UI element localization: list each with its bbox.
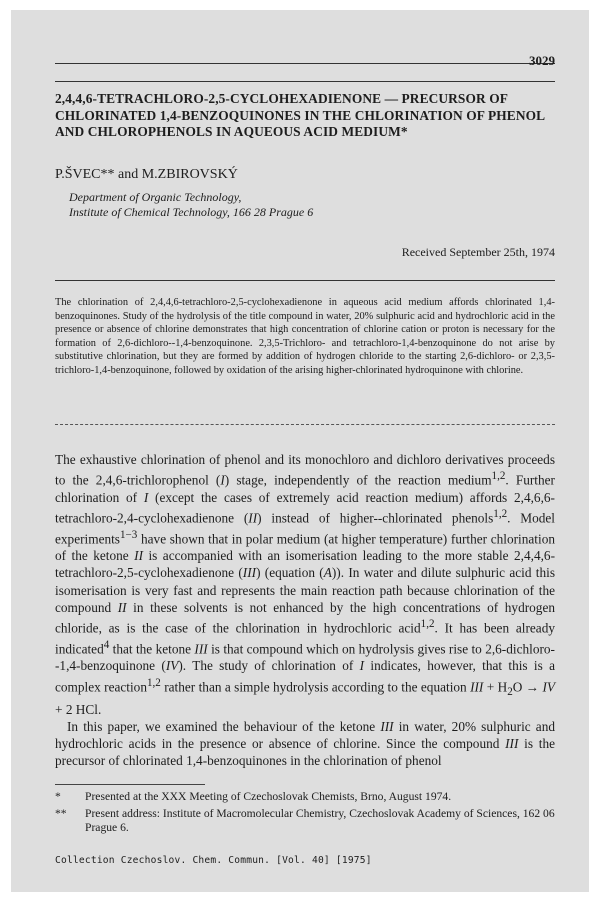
article-title: 2,4,4,6-TETRACHLORO-2,5-CYCLOHEXADIENONE — PRECURSOR OF CHLORINATED 1,4-BENZOQUINONES IN THE CHLORINATION OF PHENOL AND CHLOROPHENOLS IN AQUEOUS ACID MEDIUM* bbox=[55, 91, 545, 139]
affiliation-line-1: Department of Organic Technology, bbox=[69, 190, 242, 204]
header-rule-lower bbox=[55, 81, 555, 82]
received-date: Received September 25th, 1974 bbox=[401, 245, 555, 259]
body-paragraph-2: In this paper, we examined the behaviour of the ketone III in water, 20% sulphuric and hydrochloric acids in the presence or absence of chlorine. Since the compound III is the precursor of chlorinated 1,4-benzoquinones in the chlorination of phenol bbox=[55, 719, 555, 769]
page-number: 3029 bbox=[529, 53, 555, 68]
article-body bbox=[55, 451, 555, 770]
abstract: The chlorination of 2,4,4,6-tetrachloro-2,5-cyclohexadienone in aqueous acid medium affords chlorinated 1,4-benzoquinones. Study of the hydrolysis of the title compound in water, 20% sulphuric acid and hydrochloric acid in the presence or absence of chlorine demonstrates that high concentration of chlorine cation or proton is necessary for the formation of 2,6-dichloro--1,4-benzoquinone. 2,3,5-Trichloro- and tetrachloro-1,4-benzoquinone do not arise by substitutive chlorination, but they are formed by addition of hydrogen chloride to the starting 2,6-dichloro- or 2,3,5-trichloro-1,4-benzoquinone, followed by oxidation of the arising higher-chlorinated hydroquinone with chlorine. bbox=[55, 297, 555, 376]
abstract-top-rule bbox=[55, 280, 555, 281]
body-paragraph-1: The exhaustive chlorination of phenol and its monochloro and dichloro derivatives proceeds to the 2,4,6-trichlorophenol (I) stage, independently of the reaction medium$^{1,2}$. Further chlorination of I (except the cases of extremely acid reaction medium) affords 2,4,6,6-tetrachloro-2,4-cyclohexadienone (II) instead of higher--chlorinated phenols$^{1,2}$. Model experiments$^{1-3}$ have shown that in polar medium (at higher temperature) further chlorination of the ketone II is accompanied with an isomerisation leading to the more stable 2,4,4,6-tetrachloro-2,5-cyclohexadienone (III) (equation (A)). In water and dilute sulphuric acid this isomerisation is very fast and represents the main reaction path because chlorination of the compound II in these solvents is not enhanced by the high concentrations of hydrogen chloride, as is the case of the chlorination in hydrochloric acid$^{1,2}$. It has been already indicated$^4$ that the ketone III is that compound which on hydrolysis gives rise to 2,6-dichloro--1,4-benzoquinone (IV). The study of chlorination of I indicates, however, that this is a complex reaction$^{1,2}$ rather than a simple hydrolysis according to the equation III + $H_2O$ → IV + 2 HCl. bbox=[55, 452, 556, 717]
footnote-rule bbox=[55, 784, 205, 785]
footnote-text: Present address: Institute of Macromolecular Chemistry, Czechoslovak Academy of Sciences, 162 06 Prague 6. bbox=[85, 806, 555, 834]
footnote-mark: ** bbox=[55, 806, 67, 820]
journal-citation: Collection Czechoslov. Chem. Commun. [Vol. 40] [1975] bbox=[55, 855, 372, 866]
author-affiliation bbox=[69, 190, 313, 219]
footnote-1 bbox=[55, 790, 555, 805]
header-rule bbox=[55, 63, 555, 64]
footnotes bbox=[55, 790, 555, 838]
footnote-text: Presented at the XXX Meeting of Czechoslovak Chemists, Brno, August 1974. bbox=[85, 790, 452, 803]
affiliation-line-2: Institute of Chemical Technology, 166 28 Prague 6 bbox=[69, 204, 314, 219]
footnote-mark: * bbox=[55, 790, 61, 803]
article-authors: P.ŠVEC** and M.ZBIROVSKÝ bbox=[55, 167, 238, 182]
footnote-2 bbox=[55, 807, 555, 836]
abstract-bottom-rule bbox=[55, 424, 555, 425]
journal-page bbox=[11, 10, 589, 892]
